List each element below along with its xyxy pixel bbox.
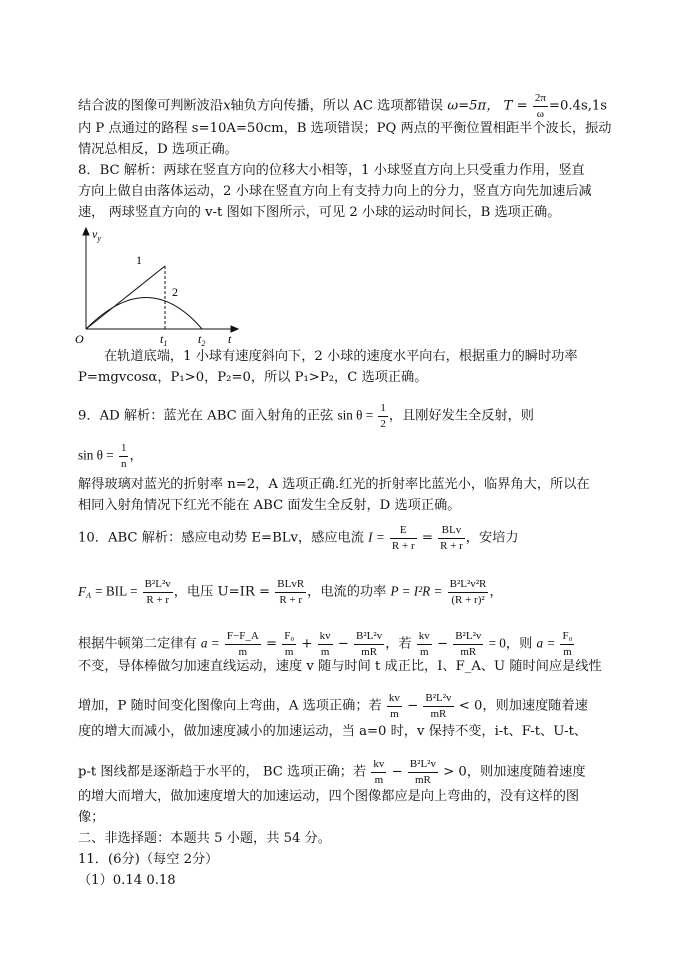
y-axis-label xyxy=(92,227,101,243)
q8-line-3: 速， 两球竖直方向的 v-t 图如下图所示，可见 2 小球的运动时间长，B 选项正确。 xyxy=(78,205,561,220)
q7-line-1 xyxy=(78,92,607,120)
frac-den: R + r xyxy=(279,593,303,606)
frac-den: mR xyxy=(460,645,477,658)
frac-num: 1 xyxy=(119,442,129,457)
y-axis-sub: y xyxy=(97,234,101,243)
cond-fraction-1 xyxy=(417,630,432,658)
y-axis-text: v xyxy=(92,227,98,241)
T-var: T xyxy=(503,98,513,114)
frac-den: n xyxy=(120,457,127,470)
frac-den: m xyxy=(420,645,429,658)
q10-text: = 0，则 xyxy=(488,635,533,651)
q8-line-5: P=mgvcosα，P₁>0，P₂=0，所以 P₁>P₂，C 选项正确。 xyxy=(78,370,428,385)
frac-num: B²L²v xyxy=(408,758,438,773)
q9-line-2 xyxy=(78,442,143,470)
curve-2 xyxy=(86,298,202,330)
frac-num: 2π xyxy=(533,92,548,107)
q7-text: 结合波的图像可判断波沿 xyxy=(78,98,224,114)
q10-line-4: 不变，导体棒做匀加速直线运动，速度 v 随与时间 t 成正比，I、F_A、U 随时间应是线性 xyxy=(78,659,602,674)
sin-expr: sin θ = xyxy=(337,407,374,423)
t2-sub: 2 xyxy=(201,339,206,348)
q10-text: 10．ABC 解析：感应电动势 E=BLv，感应电流 xyxy=(78,530,364,546)
frac-den: mR xyxy=(361,645,378,658)
q10-line-6: 度的增大而减小，做加速度减小的加速运动，当 a=0 时，v 保持不变，i-t、F-t、U-t、 xyxy=(78,724,588,739)
q7-text: 轴负方向传播，所以 AC 选项都错误 xyxy=(230,98,444,114)
q11-header: 11．(6分)（每空 2分） xyxy=(78,852,219,867)
q10-line-8: 的增大而增大，做加速度增大的加速运动，四个图像都应是向上弯曲的，没有这样的图 xyxy=(78,789,580,804)
t2-label xyxy=(198,332,205,348)
frac-num: F₀ xyxy=(560,630,574,645)
accel-fraction-4 xyxy=(354,630,384,658)
FA-expr xyxy=(78,584,91,599)
t1-sub: 1 xyxy=(163,339,168,348)
cond-fraction-5 xyxy=(371,758,386,786)
q10-text: 根据牛顿第二定律有 xyxy=(78,636,197,652)
frac-num: F−F_A xyxy=(225,630,261,645)
force-fraction xyxy=(143,578,173,606)
eq-expr: = BIL = xyxy=(95,583,138,599)
cond-fraction-3 xyxy=(387,692,402,720)
q10-text: ，若 xyxy=(385,636,412,652)
q7-text: =0.4s,1s xyxy=(548,98,608,114)
frac-den: (R + r)² xyxy=(451,593,485,606)
a-expr: a = xyxy=(200,635,220,651)
frac-den: m xyxy=(320,645,330,658)
q9-text: 9．AD 解析：蓝光在 ABC 面入射角的正弦 xyxy=(78,408,334,424)
frac-num: kv xyxy=(318,630,333,645)
frac-num: kv xyxy=(371,758,386,773)
frac-num: B²L²v²R xyxy=(448,578,489,593)
F-var: F xyxy=(78,583,87,599)
sin-expr: sin θ = xyxy=(78,447,114,463)
accel-fraction-3 xyxy=(318,630,333,658)
cond-fraction-4 xyxy=(423,692,453,720)
q10-line-5: 增加，P 随时间变化图像向上弯曲，A 选项正确；若 $\frac{kv}{m}$ − $\frac{\text{B²L²v}}{mR}$ < 0，则加速度随着速 xyxy=(78,692,588,720)
frac-num: E xyxy=(390,524,417,539)
frac-num: B²L²v xyxy=(423,692,453,707)
frac-den: R + r xyxy=(440,539,463,552)
q10-line-2 xyxy=(78,578,503,606)
curve-2-label: 2 xyxy=(172,285,178,299)
power-fraction xyxy=(448,578,489,606)
x-var: x xyxy=(223,98,231,114)
q7-line-3: 情况总相反，D 选项正确。 xyxy=(78,142,238,157)
cond-fraction-2 xyxy=(453,630,483,658)
frac-num: B²L²v xyxy=(354,630,384,645)
frac-den: mR xyxy=(430,707,447,720)
q10-line-3: 根据牛顿第二定律有 a = $\frac{F-F\_A}{m}$ = $\frac{\text{F₀}}{m}$ + $\frac{kv}{m}$ − $\frac{\text{B²L²v}}{mR}$ ，若 $\frac{kv}{m}$ − $\frac{\text{B²L²v}}{mR}$ = 0，则 a = $\frac{\text{F₀}}{m}$ xyxy=(78,630,573,658)
voltage-fraction xyxy=(275,578,306,606)
t1-label xyxy=(160,332,167,348)
q10-text: ， xyxy=(489,584,503,600)
q10-text: 增加，P 随时间变化图像向上弯曲，A 选项正确；若 xyxy=(78,698,382,714)
I-expr: I = xyxy=(368,529,385,545)
section-2-title: 二、非选择题：本题共 5 小题，共 54 分。 xyxy=(78,831,331,846)
frac-num: B²L²v xyxy=(453,630,483,645)
a-var: a = xyxy=(536,635,556,651)
t2-text: t xyxy=(198,332,202,346)
frac-den: m xyxy=(563,645,572,658)
q8-line-1: 8．BC 解析：两球在竖直方向的位移大小相等，1 小球竖直方向上只受重力作用，竖直 xyxy=(78,163,585,178)
half-fraction xyxy=(378,402,388,430)
frac-den: m xyxy=(374,773,384,786)
cond-fraction-6 xyxy=(408,758,438,786)
P-expr: P = I²R = xyxy=(390,583,443,599)
frac-den: m xyxy=(238,645,248,658)
result-fraction xyxy=(560,630,574,658)
frac-den: m xyxy=(284,645,294,658)
vt-graph xyxy=(72,226,252,348)
q9-text: ，且刚好发生全反射，则 xyxy=(388,408,534,424)
q10-text: > 0，则加速度随着速度 xyxy=(443,764,586,780)
x-arrow xyxy=(231,326,238,332)
frac-den: ω xyxy=(536,107,545,120)
q7-line-2: 内 P 点通过的路程 s=10A=50cm，B 选项错误；PQ 两点的平衡位置相距半个波长，振动 xyxy=(78,121,612,136)
frac-den: R + r xyxy=(146,593,170,606)
frac-den: mR xyxy=(414,773,431,786)
omega-expr: ω=5π， xyxy=(447,98,500,114)
eq-sign: = xyxy=(516,98,528,114)
frac-den: R + r xyxy=(391,539,415,552)
frac-num: 1 xyxy=(378,402,388,417)
frac-den: 2 xyxy=(380,417,386,430)
q9-line-4: 相同入射角情况下红光不能在 ABC 面发生全反射，D 选项正确。 xyxy=(78,498,461,513)
y-arrow xyxy=(83,228,89,235)
accel-fraction-1 xyxy=(225,630,261,658)
origin-label: O xyxy=(75,332,84,346)
t1-text: t xyxy=(160,332,164,346)
q8-line-4: 在轨道底端，1 小球有速度斜向下，2 小球的速度水平向右，根据重力的瞬时功率 xyxy=(104,349,578,364)
q8-line-2: 方向上做自由落体运动，2 小球在竖直方向上有支持力向上的分力，竖直方向先加速后减 xyxy=(78,184,592,199)
x-axis-label: t xyxy=(228,332,232,346)
q9-line-3: 解得玻璃对蓝光的折射率 n=2，A 选项正确.红光的折射率比蓝光小，临界角大，所以在 xyxy=(78,477,590,492)
current-fraction-1 xyxy=(390,524,417,552)
q10-line-9: 像； xyxy=(78,810,105,825)
frac-num: kv xyxy=(387,692,402,707)
frac-num: BLvR xyxy=(275,578,306,593)
q10-line-1: 10．ABC 解析：感应电动势 E=BLv，感应电流 I = $\frac{E}{R + r}$ = $\frac{\text{BLv}}{R + r}$ ，安培力 xyxy=(78,524,519,552)
frac-num: B²L²v xyxy=(143,578,173,593)
period-fraction xyxy=(533,92,548,120)
q10-line-7: p-t 图线都是逐渐趋于水平的， BC 选项正确；若 $\frac{kv}{m}$ − $\frac{\text{B²L²v}}{mR}$ > 0，则加速度随着速度 xyxy=(78,758,586,786)
q10-text: p-t 图线都是逐渐趋于水平的， BC 选项正确；若 xyxy=(78,764,367,780)
frac-num: kv xyxy=(417,630,432,645)
accel-fraction-2 xyxy=(282,630,296,658)
q9-text: ， xyxy=(129,448,143,464)
current-fraction-2 xyxy=(438,524,465,552)
q11-answer-1: （1）0.14 0.18 xyxy=(78,873,176,888)
frac-num: F₀ xyxy=(282,630,296,645)
q10-text: ，电流的功率 xyxy=(307,584,387,600)
q9-line-1 xyxy=(78,402,534,430)
frac-den: m xyxy=(390,707,399,720)
A-sub: A xyxy=(86,590,91,600)
q10-text: ，电压 U=IR = xyxy=(173,584,271,600)
n-fraction xyxy=(119,442,129,470)
curve-1-label: 1 xyxy=(136,253,142,267)
q10-text: ，安培力 xyxy=(465,530,519,546)
frac-num: BLv xyxy=(438,524,465,539)
q10-text: < 0，则加速度随着速 xyxy=(458,698,588,714)
